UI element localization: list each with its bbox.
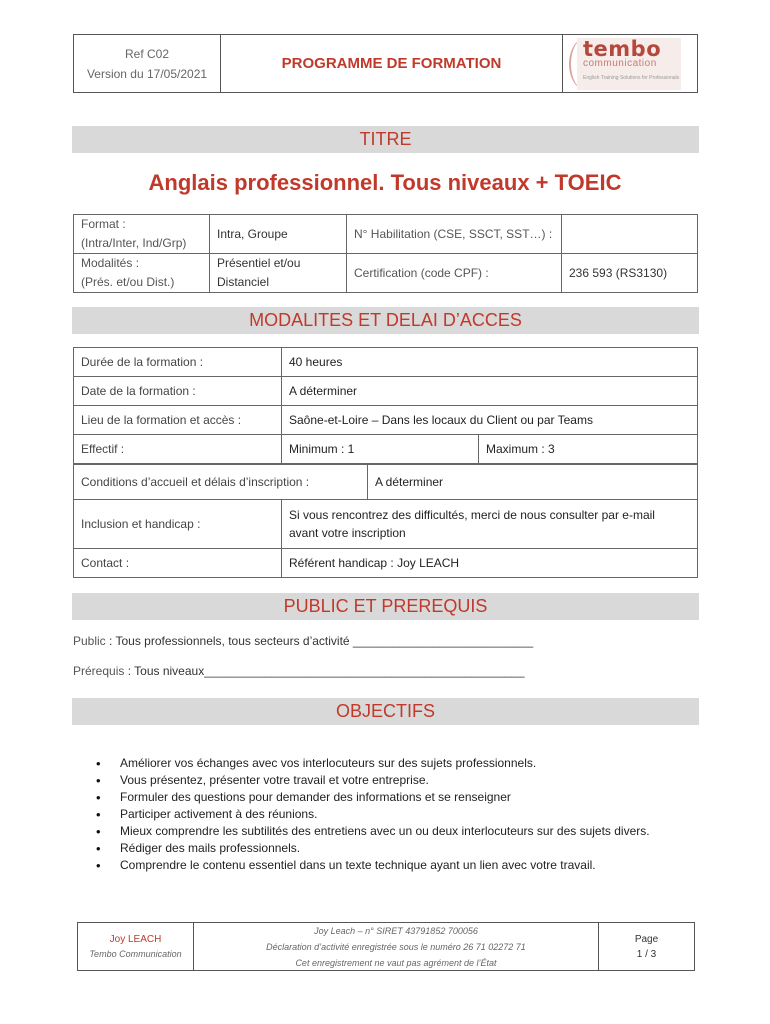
footer-page-cell bbox=[599, 923, 694, 970]
table-row bbox=[73, 376, 698, 405]
modalites-label-cell bbox=[74, 254, 210, 293]
public-line bbox=[73, 634, 533, 648]
course-title: Anglais professionnel. Tous niveaux + TOEIC bbox=[148, 170, 622, 195]
list-item: • Rédiger des mails professionnels. bbox=[96, 840, 650, 857]
habilitation-value bbox=[562, 215, 698, 254]
footer-declaration: Déclaration d’activité enregistrée sous le numéro 26 71 02272 71 bbox=[266, 941, 526, 952]
certification-value: 236 593 (RS3130) bbox=[562, 254, 698, 293]
contact-label: Contact : bbox=[74, 549, 282, 577]
modalites-label-detail: (Prés. et/ou Dist.) bbox=[81, 275, 175, 289]
footer-author-name: Joy LEACH bbox=[109, 933, 162, 945]
format-label: Format : bbox=[81, 217, 126, 231]
footer-company: Tembo Communication bbox=[89, 948, 182, 959]
effectif-minimum: Minimum : 1 bbox=[282, 435, 479, 463]
section-bar-public: PUBLIC ET PREREQUIS bbox=[72, 593, 699, 620]
footer-legal-cell bbox=[194, 923, 599, 970]
document-type-title: PROGRAMME DE FORMATION bbox=[221, 35, 563, 92]
list-item: • Améliorer vos échanges avec vos interlocuteurs sur des sujets professionnels. bbox=[96, 755, 650, 772]
table-row bbox=[73, 500, 698, 548]
logo-wordmark: tembo bbox=[583, 37, 662, 61]
table-row bbox=[74, 254, 698, 293]
table-row bbox=[73, 434, 698, 464]
logo-tagline: English Training Solutions for Professionals bbox=[583, 75, 680, 81]
list-item: • Vous présentez, présenter votre travail et votre entreprise. bbox=[96, 772, 650, 789]
company-logo bbox=[563, 35, 697, 92]
certification-label: Certification (code CPF) : bbox=[347, 254, 562, 293]
date-value: A déterminer bbox=[289, 384, 358, 398]
effectif-maximum: Maximum : 3 bbox=[486, 442, 555, 456]
modalites-value-cell bbox=[210, 254, 347, 293]
duree-label: Durée de la formation : bbox=[74, 348, 282, 376]
format-label-cell bbox=[74, 215, 210, 254]
list-item: • Mieux comprendre les subtilités des entretiens avec un ou deux interlocuteurs sur des sujets divers. bbox=[96, 823, 650, 840]
page-label: Page bbox=[634, 933, 659, 945]
lieu-value: Saône-et-Loire – Dans les locaux du Client ou par Teams bbox=[289, 413, 593, 427]
inclusion-value: Si vous rencontrez des difficultés, merci de nous consulter par e-mail bbox=[289, 508, 655, 522]
conditions-value: A déterminer bbox=[375, 475, 444, 489]
table-row bbox=[73, 464, 698, 500]
reference-cell bbox=[74, 35, 221, 92]
footer-note: Cet enregistrement ne vaut pas agrément de l’État bbox=[295, 957, 497, 968]
objectives-list bbox=[96, 755, 650, 874]
table-row bbox=[73, 548, 698, 578]
lieu-label: Lieu de la formation et accès : bbox=[74, 406, 282, 434]
habilitation-label: N° Habilitation (CSE, SSCT, SST…) : bbox=[347, 215, 562, 254]
section-bar-modalites: MODALITES ET DELAI D’ACCES bbox=[72, 307, 699, 334]
format-table bbox=[73, 214, 698, 293]
conditions-label: Conditions d’accueil et délais d’inscription : bbox=[74, 465, 368, 499]
document-header bbox=[73, 34, 698, 93]
inclusion-value-detail: avant votre inscription bbox=[289, 526, 406, 540]
contact-value: Référent handicap : Joy LEACH bbox=[289, 556, 460, 570]
inclusion-value-cell bbox=[282, 500, 697, 548]
list-item: • Participer activement à des réunions. bbox=[96, 806, 650, 823]
page-number: 1 / 3 bbox=[636, 948, 657, 960]
modalites-label: Modalités : bbox=[81, 256, 140, 270]
logo-subtitle: communication bbox=[583, 58, 657, 69]
section-bar-objectifs: OBJECTIFS bbox=[72, 698, 699, 725]
section-bar-titre: TITRE bbox=[72, 126, 699, 153]
prerequis-value: : Tous niveaux________________________________________________ bbox=[124, 664, 525, 678]
format-label-detail: (Intra/Inter, Ind/Grp) bbox=[81, 236, 187, 250]
public-key: Public bbox=[73, 634, 106, 648]
document-footer bbox=[77, 922, 695, 971]
list-item: • Formuler des questions pour demander des informations et se renseigner bbox=[96, 789, 650, 806]
inclusion-label: Inclusion et handicap : bbox=[74, 500, 282, 548]
public-value: : Tous professionnels, tous secteurs d’activité ___________________________ bbox=[105, 634, 534, 648]
effectif-label: Effectif : bbox=[74, 435, 282, 463]
footer-siret: Joy Leach – n° SIRET 43791852 700056 bbox=[314, 925, 478, 936]
prerequis-line bbox=[73, 664, 525, 678]
date-label: Date de la formation : bbox=[74, 377, 282, 405]
modalites-value: Présentiel et/ou bbox=[217, 256, 301, 270]
format-value: Intra, Groupe bbox=[210, 215, 347, 254]
modalites-value-detail: Distanciel bbox=[217, 275, 270, 289]
prerequis-key: Prérequis bbox=[73, 664, 125, 678]
table-row bbox=[73, 405, 698, 434]
table-row bbox=[74, 215, 698, 254]
version-date: Version du 17/05/2021 bbox=[86, 66, 208, 81]
footer-author-cell bbox=[78, 923, 194, 970]
table-row bbox=[73, 347, 698, 376]
reference-code: Ref C02 bbox=[124, 46, 170, 61]
duree-value: 40 heures bbox=[289, 355, 343, 369]
list-item: • Comprendre le contenu essentiel dans un texte technique ayant un lien avec votre travail. bbox=[96, 857, 650, 874]
